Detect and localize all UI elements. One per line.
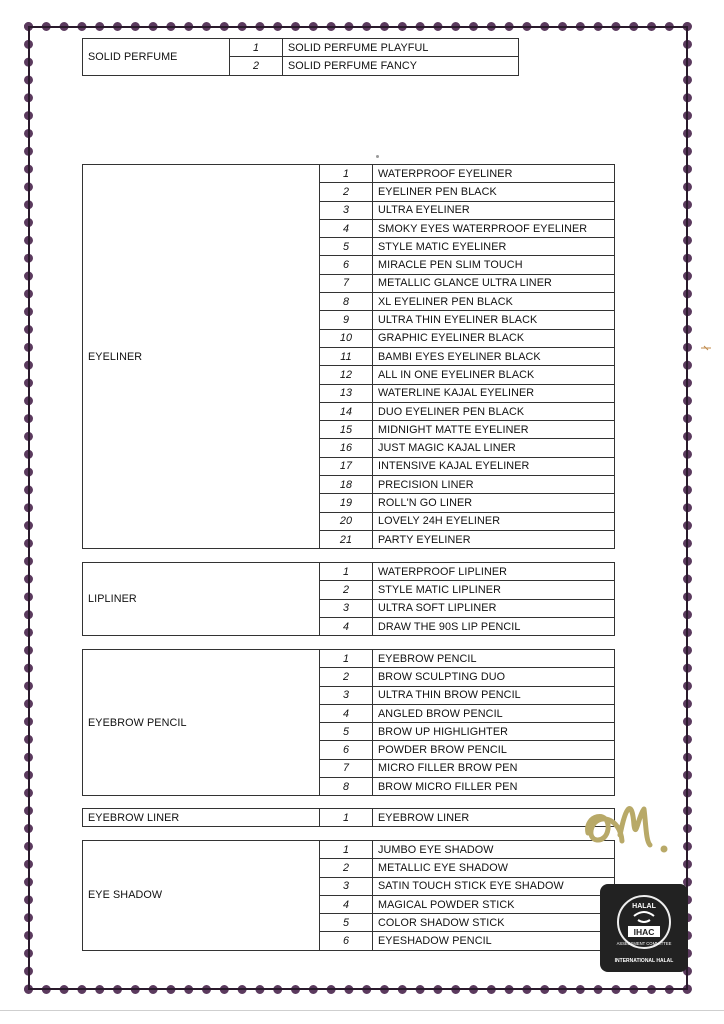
item-number: 2 — [230, 57, 283, 75]
item-number: 5 — [320, 723, 373, 741]
item-name: SOLID PERFUME PLAYFUL — [283, 39, 519, 57]
item-name: EYESHADOW PENCIL — [373, 932, 615, 950]
item-number: 14 — [320, 402, 373, 420]
item-number: 4 — [320, 219, 373, 237]
category-label: SOLID PERFUME — [83, 39, 230, 76]
product-table-eyebrow-pencil — [82, 649, 615, 796]
item-number: 21 — [320, 530, 373, 548]
item-number: 15 — [320, 421, 373, 439]
item-number: 4 — [320, 617, 373, 635]
table-row — [83, 809, 615, 827]
item-name: ULTRA THIN EYELINER BLACK — [373, 311, 615, 329]
item-name: BROW UP HIGHLIGHTER — [373, 723, 615, 741]
item-name: SMOKY EYES WATERPROOF EYELINER — [373, 219, 615, 237]
item-number: 1 — [230, 39, 283, 57]
category-label: EYEBROW PENCIL — [83, 650, 320, 796]
item-number: 8 — [320, 293, 373, 311]
item-name: XL EYELINER PEN BLACK — [373, 293, 615, 311]
item-name: WATERPROOF LIPLINER — [373, 563, 615, 581]
item-name: INTENSIVE KAJAL EYELINER — [373, 457, 615, 475]
item-number: 4 — [320, 704, 373, 722]
category-label: EYEBROW LINER — [83, 809, 320, 827]
scan-speck — [376, 155, 379, 158]
seal-text-international: INTERNATIONAL HALAL — [614, 958, 674, 964]
item-number: 12 — [320, 366, 373, 384]
item-number: 2 — [320, 668, 373, 686]
item-number: 3 — [320, 201, 373, 219]
item-number: 2 — [320, 183, 373, 201]
item-number: 6 — [320, 256, 373, 274]
item-name: MAGICAL POWDER STICK — [373, 895, 615, 913]
item-name: SOLID PERFUME FANCY — [283, 57, 519, 75]
item-name: BROW SCULPTING DUO — [373, 668, 615, 686]
item-number: 6 — [320, 932, 373, 950]
product-table-solid-perfume — [82, 38, 519, 76]
item-name: ULTRA EYELINER — [373, 201, 615, 219]
item-name: BAMBI EYES EYELINER BLACK — [373, 347, 615, 365]
item-number: 6 — [320, 741, 373, 759]
item-number: 5 — [320, 914, 373, 932]
item-number: 17 — [320, 457, 373, 475]
item-name: DRAW THE 90S LIP PENCIL — [373, 617, 615, 635]
item-name: METALLIC EYE SHADOW — [373, 859, 615, 877]
item-name: ULTRA SOFT LIPLINER — [373, 599, 615, 617]
item-name: PRECISION LINER — [373, 476, 615, 494]
item-number: 4 — [320, 895, 373, 913]
item-name: WATERLINE KAJAL EYELINER — [373, 384, 615, 402]
scan-edge-line — [0, 1010, 724, 1011]
item-name: SATIN TOUCH STICK EYE SHADOW — [373, 877, 615, 895]
item-name: MICRO FILLER BROW PEN — [373, 759, 615, 777]
item-number: 16 — [320, 439, 373, 457]
category-label: EYELINER — [83, 165, 320, 549]
seal-text-ihac: IHAC — [633, 927, 655, 937]
item-number: 7 — [320, 759, 373, 777]
item-number: 2 — [320, 859, 373, 877]
table-row — [83, 650, 615, 668]
item-name: PARTY EYELINER — [373, 530, 615, 548]
product-table-eye-shadow — [82, 840, 615, 951]
item-number: 1 — [320, 809, 373, 827]
item-name: ANGLED BROW PENCIL — [373, 704, 615, 722]
item-name: DUO EYELINER PEN BLACK — [373, 402, 615, 420]
signature-mark — [580, 795, 675, 865]
category-label: EYE SHADOW — [83, 841, 320, 951]
item-number: 8 — [320, 778, 373, 796]
halal-seal-icon — [598, 882, 690, 974]
item-number: 5 — [320, 238, 373, 256]
item-number: 3 — [320, 877, 373, 895]
item-number: 3 — [320, 686, 373, 704]
category-label: LIPLINER — [83, 563, 320, 636]
item-number: 20 — [320, 512, 373, 530]
item-number: 1 — [320, 165, 373, 183]
item-number: 9 — [320, 311, 373, 329]
item-number: 10 — [320, 329, 373, 347]
item-name: METALLIC GLANCE ULTRA LINER — [373, 274, 615, 292]
item-name: MIDNIGHT MATTE EYELINER — [373, 421, 615, 439]
item-name: POWDER BROW PENCIL — [373, 741, 615, 759]
item-name: STYLE MATIC LIPLINER — [373, 581, 615, 599]
item-name: ROLL'N GO LINER — [373, 494, 615, 512]
item-name: COLOR SHADOW STICK — [373, 914, 615, 932]
seal-text-committee: ASSESSMENT COMMITTEE — [616, 941, 672, 946]
product-table-eyeliner — [82, 164, 615, 549]
item-number: 1 — [320, 563, 373, 581]
seal-text-halal: HALAL — [632, 903, 656, 910]
item-number: 11 — [320, 347, 373, 365]
product-table-lipliner — [82, 562, 615, 636]
table-row — [83, 39, 519, 57]
item-name: LOVELY 24H EYELINER — [373, 512, 615, 530]
product-table-eyebrow-liner — [82, 808, 615, 827]
item-name: JUST MAGIC KAJAL LINER — [373, 439, 615, 457]
item-name: BROW MICRO FILLER PEN — [373, 778, 615, 796]
table-row — [83, 563, 615, 581]
item-name: GRAPHIC EYELINER BLACK — [373, 329, 615, 347]
item-number: 1 — [320, 650, 373, 668]
item-name: WATERPROOF EYELINER — [373, 165, 615, 183]
item-name: STYLE MATIC EYELINER — [373, 238, 615, 256]
item-number: 1 — [320, 841, 373, 859]
item-number: 3 — [320, 599, 373, 617]
item-number: 19 — [320, 494, 373, 512]
item-name: EYEBROW LINER — [373, 809, 615, 827]
scan-speck — [700, 345, 712, 351]
item-number: 7 — [320, 274, 373, 292]
item-number: 18 — [320, 476, 373, 494]
item-name: ALL IN ONE EYELINER BLACK — [373, 366, 615, 384]
table-row — [83, 841, 615, 859]
item-name: JUMBO EYE SHADOW — [373, 841, 615, 859]
item-name: MIRACLE PEN SLIM TOUCH — [373, 256, 615, 274]
item-name: EYEBROW PENCIL — [373, 650, 615, 668]
table-row — [83, 165, 615, 183]
item-number: 13 — [320, 384, 373, 402]
item-name: ULTRA THIN BROW PENCIL — [373, 686, 615, 704]
item-name: EYELINER PEN BLACK — [373, 183, 615, 201]
item-number: 2 — [320, 581, 373, 599]
